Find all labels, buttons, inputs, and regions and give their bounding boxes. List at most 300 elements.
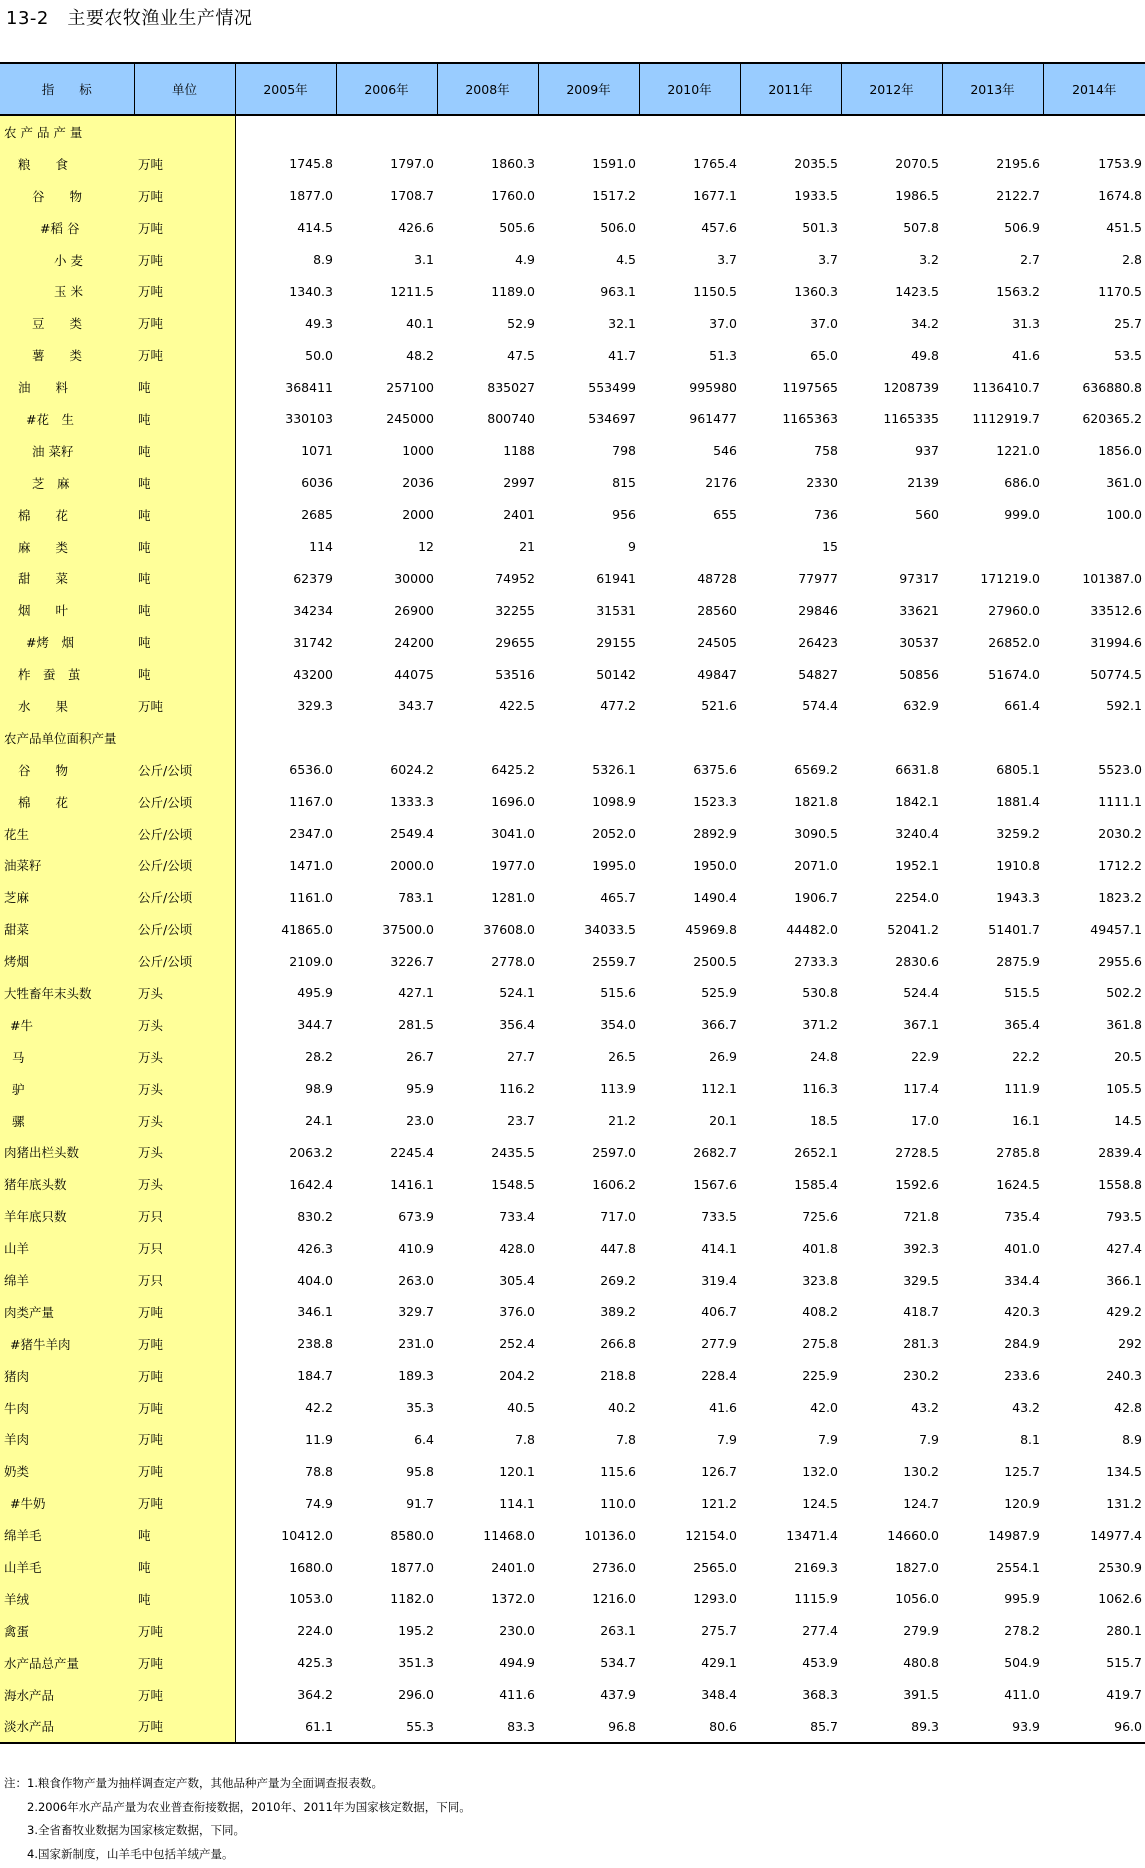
row-value: 1558.8: [1098, 1176, 1142, 1192]
row-unit: [134, 115, 235, 148]
row-value: 50774.5: [1090, 666, 1142, 682]
row-value: 16.1: [1012, 1113, 1040, 1129]
row-indicator: 谷 物: [0, 754, 134, 786]
row-value: 1606.2: [592, 1176, 636, 1192]
row-value: 419.7: [1106, 1687, 1142, 1703]
row-value: 37.0: [709, 315, 737, 331]
row-value: 2785.8: [996, 1144, 1040, 1160]
row-value: 269.2: [600, 1272, 636, 1288]
row-value: 52041.2: [887, 921, 939, 937]
row-value: 49.3: [305, 315, 333, 331]
table-row: [0, 244, 1145, 276]
row-value: 41.7: [608, 347, 636, 363]
row-value: 428.0: [499, 1240, 535, 1256]
row-value: 28560: [697, 602, 737, 618]
table-row: [0, 307, 1145, 339]
row-value: 6375.6: [693, 762, 737, 778]
row-value: 1188: [503, 443, 535, 459]
table-row: [0, 1360, 1145, 1392]
row-value: 281.3: [903, 1336, 939, 1352]
table-row: [0, 1615, 1145, 1647]
row-value: 43.2: [1012, 1400, 1040, 1416]
row-value: 2030.2: [1098, 826, 1142, 842]
row-unit: 万吨: [134, 1392, 235, 1424]
row-value: 10136.0: [584, 1527, 636, 1543]
row-value: 1150.5: [693, 283, 737, 299]
row-value: 2052.0: [592, 826, 636, 842]
row-value: 96.0: [1043, 1711, 1145, 1744]
table-row: [0, 690, 1145, 722]
row-value: 6024.2: [390, 762, 434, 778]
row-value: 2728.5: [895, 1144, 939, 1160]
row-value: 20.5: [1114, 1049, 1142, 1065]
row-value: 1216.0: [592, 1591, 636, 1607]
row-indicator: 水 果: [0, 690, 134, 722]
row-value: 515.7: [1106, 1655, 1142, 1671]
table-body: [0, 115, 1145, 1743]
row-value: 1986.5: [895, 188, 939, 204]
row-value: 376.0: [499, 1304, 535, 1320]
row-value: 451.5: [1106, 220, 1142, 236]
row-value: 6805.1: [996, 762, 1040, 778]
row-indicator: 奶类: [0, 1455, 134, 1487]
table-row: [0, 1583, 1145, 1615]
row-value: 368411: [285, 379, 333, 395]
row-unit: 万吨: [134, 1455, 235, 1487]
row-value: 116.2: [499, 1081, 535, 1097]
row-value: 546: [713, 443, 737, 459]
table-row: [0, 1232, 1145, 1264]
row-value: 1208739: [883, 379, 939, 395]
row-value: 427.4: [1106, 1240, 1142, 1256]
row-indicator: 羊肉: [0, 1424, 134, 1456]
row-value: 3.2: [919, 252, 939, 267]
row-value: 1877.0: [390, 1559, 434, 1575]
row-value: 51.3: [709, 347, 737, 363]
row-value: 1000: [402, 443, 434, 459]
row-value: 266.8: [600, 1336, 636, 1352]
table-row: [0, 148, 1145, 180]
row-value: [235, 115, 336, 148]
row-indicator: 薯 类: [0, 339, 134, 371]
row-value: 411.6: [499, 1687, 535, 1703]
row-indicator: 棉 花: [0, 786, 134, 818]
row-value: 45969.8: [685, 921, 737, 937]
row-value: 14660.0: [887, 1527, 939, 1543]
row-unit: 万吨: [134, 1424, 235, 1456]
row-value: [942, 115, 1043, 148]
row-value: 1115.9: [794, 1591, 838, 1607]
row-value: 2733.3: [794, 953, 838, 969]
row-indicator: 骡: [0, 1105, 134, 1137]
row-value: 116.3: [802, 1081, 838, 1097]
row-value: 525.9: [701, 985, 737, 1001]
row-unit: 吨: [134, 371, 235, 403]
row-value: 231.0: [398, 1336, 434, 1352]
row-unit: 吨: [134, 658, 235, 690]
row-value: 457.6: [701, 220, 737, 236]
row-unit: 公斤/公顷: [134, 945, 235, 977]
row-value: 1823.2: [1098, 889, 1142, 905]
row-value: 418.7: [903, 1304, 939, 1320]
row-value: 2347.0: [289, 826, 333, 842]
row-indicator: 羊绒: [0, 1583, 134, 1615]
row-indicator: 肉猪出栏头数: [0, 1137, 134, 1169]
row-value: 5523.0: [1098, 762, 1142, 778]
row-value: 77977: [798, 570, 838, 586]
row-value: 2109.0: [289, 953, 333, 969]
row-value: 995.9: [1004, 1591, 1040, 1607]
row-value: 37608.0: [483, 921, 535, 937]
row-value: 1680.0: [289, 1559, 333, 1575]
row-value: 1712.2: [1098, 857, 1142, 873]
row-value: 367.1: [903, 1017, 939, 1033]
row-value: 6631.8: [895, 762, 939, 778]
row-value: 245000: [386, 411, 434, 427]
row-value: 2330: [806, 475, 838, 491]
row-value: 263.1: [600, 1623, 636, 1639]
row-value: 2892.9: [693, 826, 737, 842]
row-value: 534.7: [600, 1655, 636, 1671]
row-value: 1170.5: [1098, 283, 1142, 299]
row-value: 277.9: [701, 1336, 737, 1352]
row-value: 1071: [301, 443, 333, 459]
table-row: [0, 881, 1145, 913]
row-value: 515.6: [600, 985, 636, 1001]
row-value: 2401: [503, 507, 535, 523]
row-unit: 万头: [134, 1137, 235, 1169]
row-value: 54827: [798, 666, 838, 682]
row-unit: 吨: [134, 403, 235, 435]
row-value: 98.9: [305, 1081, 333, 1097]
row-value: 61941: [596, 570, 636, 586]
row-value: 1189.0: [491, 283, 535, 299]
row-value: 18.5: [810, 1113, 838, 1129]
row-value: [942, 531, 1043, 563]
header-year: 2006年: [336, 63, 437, 115]
row-value: 721.8: [903, 1208, 939, 1224]
row-indicator: #猪牛羊肉: [0, 1328, 134, 1360]
row-value: 1182.0: [390, 1591, 434, 1607]
row-value: 32255: [495, 602, 535, 618]
row-value: 124.7: [903, 1495, 939, 1511]
row-value: [538, 115, 639, 148]
row-value: 26852.0: [988, 634, 1040, 650]
table-row: [0, 467, 1145, 499]
row-value: 55.3: [336, 1711, 437, 1744]
row-indicator: 农产品单位面积产量: [0, 722, 134, 754]
row-unit: 万吨: [134, 1711, 235, 1744]
row-value: 5326.1: [592, 762, 636, 778]
footnote: 2.2006年水产品产量为农业普查衔接数据，2010年、2011年为国家核定数据，下同。: [4, 1799, 471, 1814]
row-indicator: 烟 叶: [0, 594, 134, 626]
row-value: 1708.7: [390, 188, 434, 204]
row-value: 361.8: [1106, 1017, 1142, 1033]
row-value: 1856.0: [1098, 443, 1142, 459]
row-value: [336, 722, 437, 754]
row-value: 225.9: [802, 1368, 838, 1384]
row-indicator: 海水产品: [0, 1679, 134, 1711]
table-row: [0, 1455, 1145, 1487]
row-value: 14.5: [1114, 1113, 1142, 1129]
row-value: 117.4: [903, 1081, 939, 1097]
row-value: 1062.6: [1098, 1591, 1142, 1607]
row-value: 408.2: [802, 1304, 838, 1320]
row-value: 224.0: [297, 1623, 333, 1639]
row-value: 279.9: [903, 1623, 939, 1639]
row-value: 21: [519, 539, 535, 555]
row-value: 80.6: [639, 1711, 740, 1744]
row-value: 2955.6: [1098, 953, 1142, 969]
row-unit: 万吨: [134, 1647, 235, 1679]
row-value: 112.1: [701, 1081, 737, 1097]
row-value: 1677.1: [693, 188, 737, 204]
row-value: 110.0: [600, 1495, 636, 1511]
table-row: [0, 818, 1145, 850]
row-value: 2122.7: [996, 188, 1040, 204]
header-year: 2009年: [538, 63, 639, 115]
table-row: [0, 1009, 1145, 1041]
row-value: 20.1: [709, 1113, 737, 1129]
row-value: 1592.6: [895, 1176, 939, 1192]
row-value: 184.7: [297, 1368, 333, 1384]
row-value: 2554.1: [996, 1559, 1040, 1575]
row-value: 24.8: [810, 1049, 838, 1065]
row-value: 425.3: [297, 1655, 333, 1671]
header-year: 2011年: [740, 63, 841, 115]
row-value: 42.2: [305, 1400, 333, 1416]
row-value: 50856: [899, 666, 939, 682]
row-value: 2682.7: [693, 1144, 737, 1160]
row-unit: 公斤/公顷: [134, 913, 235, 945]
row-value: 422.5: [499, 698, 535, 714]
row-value: 758: [814, 443, 838, 459]
row-indicator: 农 产 品 产 量: [0, 115, 134, 148]
row-value: 1642.4: [289, 1176, 333, 1192]
row-value: 52.9: [507, 315, 535, 331]
row-value: 280.1: [1106, 1623, 1142, 1639]
row-value: 41865.0: [281, 921, 333, 937]
row-indicator: 芝 麻: [0, 467, 134, 499]
row-value: [740, 115, 841, 148]
row-value: 7.9: [717, 1431, 737, 1447]
row-value: 404.0: [297, 1272, 333, 1288]
table-row: [0, 1711, 1145, 1744]
row-value: 1517.2: [592, 188, 636, 204]
row-value: 204.2: [499, 1368, 535, 1384]
row-value: 1423.5: [895, 283, 939, 299]
row-value: 2997: [503, 475, 535, 491]
row-value: 22.2: [1012, 1049, 1040, 1065]
header-year: 2014年: [1043, 63, 1145, 115]
row-unit: 万吨: [134, 1615, 235, 1647]
table-row: [0, 658, 1145, 690]
row-unit: 吨: [134, 1519, 235, 1551]
row-value: 411.0: [1004, 1687, 1040, 1703]
row-unit: 万吨: [134, 307, 235, 339]
row-value: 30000: [394, 570, 434, 586]
row-indicator: 山羊: [0, 1232, 134, 1264]
row-value: 40.2: [608, 1400, 636, 1416]
row-value: 8580.0: [390, 1527, 434, 1543]
row-value: 275.7: [701, 1623, 737, 1639]
row-value: 346.1: [297, 1304, 333, 1320]
row-value: 354.0: [600, 1017, 636, 1033]
row-value: 2500.5: [693, 953, 737, 969]
row-value: 1523.3: [693, 794, 737, 810]
row-indicator: 猪年底头数: [0, 1168, 134, 1200]
row-value: 3041.0: [491, 826, 535, 842]
header-year: 2010年: [639, 63, 740, 115]
row-indicator: #烤 烟: [0, 626, 134, 658]
row-value: 29155: [596, 634, 636, 650]
row-value: 2036: [402, 475, 434, 491]
table-row: [0, 1487, 1145, 1519]
row-value: [639, 115, 740, 148]
row-value: 2549.4: [390, 826, 434, 842]
row-value: 3.7: [717, 252, 737, 267]
row-indicator: 油 料: [0, 371, 134, 403]
row-value: [1043, 722, 1145, 754]
row-value: 284.9: [1004, 1336, 1040, 1352]
row-value: 42.8: [1114, 1400, 1142, 1416]
row-value: 368.3: [802, 1687, 838, 1703]
row-value: 2063.2: [289, 1144, 333, 1160]
row-value: 437.9: [600, 1687, 636, 1703]
row-value: 2830.6: [895, 953, 939, 969]
row-value: 1977.0: [491, 857, 535, 873]
table-row: [0, 594, 1145, 626]
row-unit: 万头: [134, 1041, 235, 1073]
row-value: 793.5: [1106, 1208, 1142, 1224]
row-unit: 公斤/公顷: [134, 786, 235, 818]
row-value: 319.4: [701, 1272, 737, 1288]
row-value: 401.8: [802, 1240, 838, 1256]
row-value: 101387.0: [1082, 570, 1142, 586]
row-value: 26900: [394, 602, 434, 618]
row-value: 6036: [301, 475, 333, 491]
production-table: [0, 62, 1145, 1744]
row-value: 391.5: [903, 1687, 939, 1703]
row-value: 24.1: [305, 1113, 333, 1129]
row-value: [639, 722, 740, 754]
row-value: 26.7: [406, 1049, 434, 1065]
row-value: 735.4: [1004, 1208, 1040, 1224]
row-value: 32.1: [608, 315, 636, 331]
row-value: 296.0: [398, 1687, 434, 1703]
row-value: 78.8: [305, 1463, 333, 1479]
table-row: [0, 1647, 1145, 1679]
row-value: 83.3: [437, 1711, 538, 1744]
row-value: 348.4: [701, 1687, 737, 1703]
row-value: 505.6: [499, 220, 535, 236]
row-unit: 吨: [134, 1583, 235, 1615]
row-value: 48.2: [406, 347, 434, 363]
row-value: 7.9: [818, 1431, 838, 1447]
row-value: 7.9: [919, 1431, 939, 1447]
row-value: 74952: [495, 570, 535, 586]
row-value: 30537: [899, 634, 939, 650]
row-value: 115.6: [600, 1463, 636, 1479]
row-value: 51674.0: [988, 666, 1040, 682]
row-value: 530.8: [802, 985, 838, 1001]
row-unit: 公斤/公顷: [134, 818, 235, 850]
table-row: [0, 180, 1145, 212]
row-unit: 吨: [134, 562, 235, 594]
table-row: [0, 913, 1145, 945]
table-row: [0, 722, 1145, 754]
row-indicator: 绵羊: [0, 1264, 134, 1296]
row-value: 1165363: [782, 411, 838, 427]
row-value: 91.7: [406, 1495, 434, 1511]
row-value: 171219.0: [980, 570, 1040, 586]
row-value: 2071.0: [794, 857, 838, 873]
row-value: 3226.7: [390, 953, 434, 969]
row-value: 24200: [394, 634, 434, 650]
row-value: 14987.9: [988, 1527, 1040, 1543]
row-value: 389.2: [600, 1304, 636, 1320]
row-value: 27.7: [507, 1049, 535, 1065]
row-value: 134.5: [1106, 1463, 1142, 1479]
row-value: 343.7: [398, 698, 434, 714]
row-value: 937: [915, 443, 939, 459]
row-value: 1753.9: [1098, 156, 1142, 172]
row-value: 1567.6: [693, 1176, 737, 1192]
row-value: 406.7: [701, 1304, 737, 1320]
row-value: 1098.9: [592, 794, 636, 810]
row-value: 305.4: [499, 1272, 535, 1288]
row-value: 426.3: [297, 1240, 333, 1256]
row-value: 686.0: [1004, 475, 1040, 491]
table-row: [0, 1296, 1145, 1328]
row-unit: 万吨: [134, 1487, 235, 1519]
row-value: 2139: [907, 475, 939, 491]
row-value: 21.2: [608, 1113, 636, 1129]
row-value: 97317: [899, 570, 939, 586]
row-indicator: 淡水产品: [0, 1711, 134, 1744]
row-value: 800740: [487, 411, 535, 427]
table-row: [0, 1424, 1145, 1456]
table-row: [0, 1392, 1145, 1424]
row-value: 2530.9: [1098, 1559, 1142, 1575]
row-value: 89.3: [841, 1711, 942, 1744]
row-value: 120.9: [1004, 1495, 1040, 1511]
row-value: 2736.0: [592, 1559, 636, 1575]
row-indicator: 绵羊毛: [0, 1519, 134, 1551]
row-indicator: #牛奶: [0, 1487, 134, 1519]
row-value: 12: [418, 539, 434, 555]
row-value: 1111.1: [1098, 794, 1142, 810]
row-value: 29655: [495, 634, 535, 650]
row-value: 111.9: [1004, 1081, 1040, 1097]
row-value: 420.3: [1004, 1304, 1040, 1320]
row-value: 34.2: [911, 315, 939, 331]
row-value: 1950.0: [693, 857, 737, 873]
row-indicator: 驴: [0, 1073, 134, 1105]
row-value: 364.2: [297, 1687, 333, 1703]
row-value: 524.4: [903, 985, 939, 1001]
row-value: 44482.0: [786, 921, 838, 937]
row-value: 835027: [487, 379, 535, 395]
row-value: 3259.2: [996, 826, 1040, 842]
row-unit: 吨: [134, 626, 235, 658]
row-unit: 万吨: [134, 1328, 235, 1360]
row-indicator: 麻 类: [0, 531, 134, 563]
footnote: 4.国家新制度，山羊毛中包括羊绒产量。: [4, 1846, 234, 1861]
row-value: 281.5: [398, 1017, 434, 1033]
row-value: 7.8: [616, 1431, 636, 1447]
row-value: 6425.2: [491, 762, 535, 778]
